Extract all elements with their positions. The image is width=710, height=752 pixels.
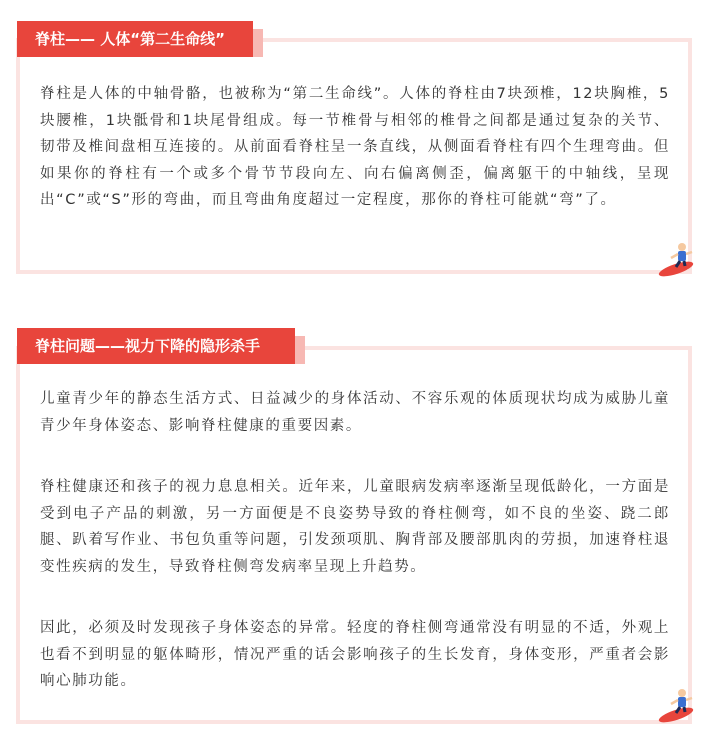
surfer-figure-icon (658, 238, 698, 278)
section-title-vision: 脊柱问题——视力下降的隐形杀手 (17, 328, 295, 364)
surfer-figure-icon (658, 684, 698, 724)
section-title-spine: 脊柱—— 人体“第二生命线” (17, 21, 253, 57)
section-paragraph-1: 儿童青少年的静态生活方式、日益减少的身体活动、不容乐观的体质现状均成为威胁儿童青少年身体姿态、影响脊柱健康的重要因素。 (40, 391, 670, 434)
section-paragraph-spine: 脊柱是人体的中轴骨骼，也被称为“第二生命线”。人体的脊柱由7块颈椎，12块胸椎，5块腰椎，1块骶骨和1块尾骨组成。每一节椎骨与相邻的椎骨之间都是通过复杂的关节、韧带及椎间盘相互连接的。从前面看脊柱呈一条直线，从侧面看脊柱有四个生理弯曲。但如果你的脊柱有一个或多个骨节节段向左、向右偏离侧歪，偏离躯干的中轴线，呈现出“C”或“S”形的弯曲，而且弯曲角度超过一定程度，那你的脊柱可能就“弯”了。 (40, 86, 670, 208)
section-paragraph-2: 脊柱健康还和孩子的视力息息相关。近年来，儿童眼病发病率逐渐呈现低龄化，一方面是受到电子产品的刺激，另一方面便是不良姿势导致的脊柱侧弯，如不良的坐姿、跷二郎腿、趴着写作业、书包负重等问题，引发颈项肌、胸背部及腰部肌肉的劳损，加速脊柱退变性疾病的发生，导致脊柱侧弯发病率呈现上升趋势。 (40, 479, 670, 575)
section-paragraph-3: 因此，必须及时发现孩子身体姿态的异常。轻度的脊柱侧弯通常没有明显的不适，外观上也看不到明显的躯体畸形，情况严重的话会影响孩子的生长发育，身体变形，严重者会影响心肺功能。 (40, 620, 670, 689)
